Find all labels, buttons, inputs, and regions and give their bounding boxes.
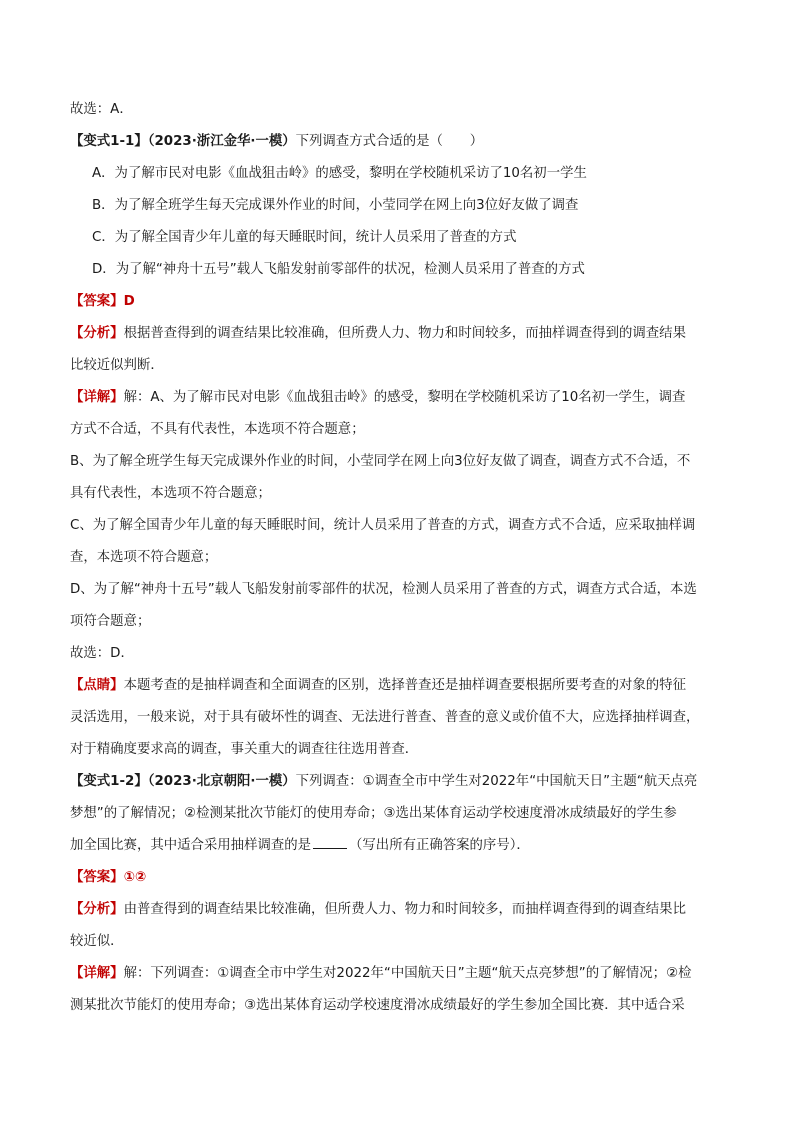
analysis-tag: 【分析】 (70, 326, 124, 341)
variant-tag: 【变式1-1】 (70, 134, 148, 149)
tip-text: 本题考查的是抽样调查和全面调查的区别，选择普查还是抽样调查要根据所要考查的对象的特征 (123, 678, 686, 693)
analysis-tag: 【分析】 (70, 902, 124, 917)
option-d: D．为了解“神舟十五号”载人飞船发射前零部件的状况，检测人员采用了普查的方式 (92, 262, 585, 277)
question-stem: 梦想”的了解情况；②检测某批次节能灯的使用寿命；③选出某体育运动学校速度滑冰成绩最好的学生参 (70, 806, 677, 821)
detail-text: 解：下列调查：①调查全市中学生对2022年“中国航天日”主题“航天点亮梦想”的了解情况；②检 (123, 966, 692, 981)
analysis-line (70, 323, 725, 344)
document-body (70, 99, 725, 1016)
option-c: C．为了解全国青少年儿童的每天睡眠时间，统计人员采用了普查的方式 (92, 230, 517, 245)
answer-line (70, 867, 725, 888)
answer-value: ①② (123, 870, 147, 885)
question-1-1-header (70, 131, 725, 152)
question-stem: 加全国比赛，其中适合采用抽样调查的是 (70, 838, 312, 853)
detail-text: 具有代表性，本选项不符合题意； (70, 486, 271, 501)
analysis-text: 由普查得到的调查结果比较准确，但所费人力、物力和时间较多，而抽样调查得到的调查结果比 (123, 902, 686, 917)
question-source: （2023·北京朝阳·一模） (147, 774, 296, 789)
analysis-text: 较近似． (70, 934, 124, 949)
variant-tag: 【变式1-2】 (70, 774, 148, 789)
detail-text: 解：A、为了解市民对电影《血战狙击岭》的感受，黎明在学校随机采访了10名初一学生，调查 (123, 390, 686, 405)
tip-text: 灵活选用，一般来说，对于具有破坏性的调查、无法进行普查、普查的意义或价值不大，应选择抽样调查， (70, 710, 700, 725)
detail-text: 测某批次节能灯的使用寿命；③选出某体育运动学校速度滑冰成绩最好的学生参加全国比赛．其中适合采 (70, 998, 685, 1013)
detail-text: C、为了解全国青少年儿童的每天睡眠时间，统计人员采用了普查的方式，调查方式不合适，应采取抽样调 (70, 518, 696, 533)
tip-text: 对于精确度要求高的调查，事关重大的调查往往选用普查． (70, 742, 419, 757)
answer-choice-line: 故选：A． (70, 102, 133, 117)
option-b: B．为了解全班学生每天完成课外作业的时间，小莹同学在网上向3位好友做了调查 (92, 198, 579, 213)
question-stem: 下列调查方式合适的是（ ） (295, 134, 484, 149)
analysis-line (70, 899, 725, 920)
option-a: A．为了解市民对电影《血战狙击岭》的感受，黎明在学校随机采访了10名初一学生 (92, 166, 587, 181)
answer-value: D (123, 294, 135, 309)
tip-line (70, 675, 725, 696)
detail-text: 方式不合适，不具有代表性，本选项不符合题意； (70, 422, 365, 437)
question-stem: 下列调查：①调查全市中学生对2022年“中国航天日”主题“航天点亮 (295, 774, 698, 789)
detail-tag: 【详解】 (70, 390, 124, 405)
question-stem: （写出所有正确答案的序号）． (349, 838, 530, 853)
question-source: （2023·浙江金华·一模） (147, 134, 296, 149)
detail-text: D、为了解“神舟十五号”载人飞船发射前零部件的状况，检测人员采用了普查的方式，调查方式合适，本选 (70, 582, 697, 597)
answer-line (70, 291, 725, 312)
detail-text: 项符合题意； (70, 614, 151, 629)
analysis-text: 根据普查得到的调查结果比较准确，但所费人力、物力和时间较多，而抽样调查得到的调查结果 (123, 326, 686, 341)
detail-text: B、为了解全班学生每天完成课外作业的时间，小莹同学在网上向3位好友做了调查，调查方式不合适，不 (70, 454, 691, 469)
question-1-2-header (70, 771, 725, 792)
answer-tag: 【答案】 (70, 294, 124, 309)
tip-tag: 【点睛】 (70, 678, 124, 693)
detail-line (70, 387, 725, 408)
answer-tag: 【答案】 (70, 870, 124, 885)
analysis-text: 比较近似判断． (70, 358, 164, 373)
answer-blank (313, 835, 347, 849)
detail-text: 查，本选项不符合题意； (70, 550, 218, 565)
question-stem (70, 835, 725, 856)
detail-tag: 【详解】 (70, 966, 124, 981)
detail-text: 故选：D． (70, 646, 134, 661)
detail-line (70, 963, 725, 984)
